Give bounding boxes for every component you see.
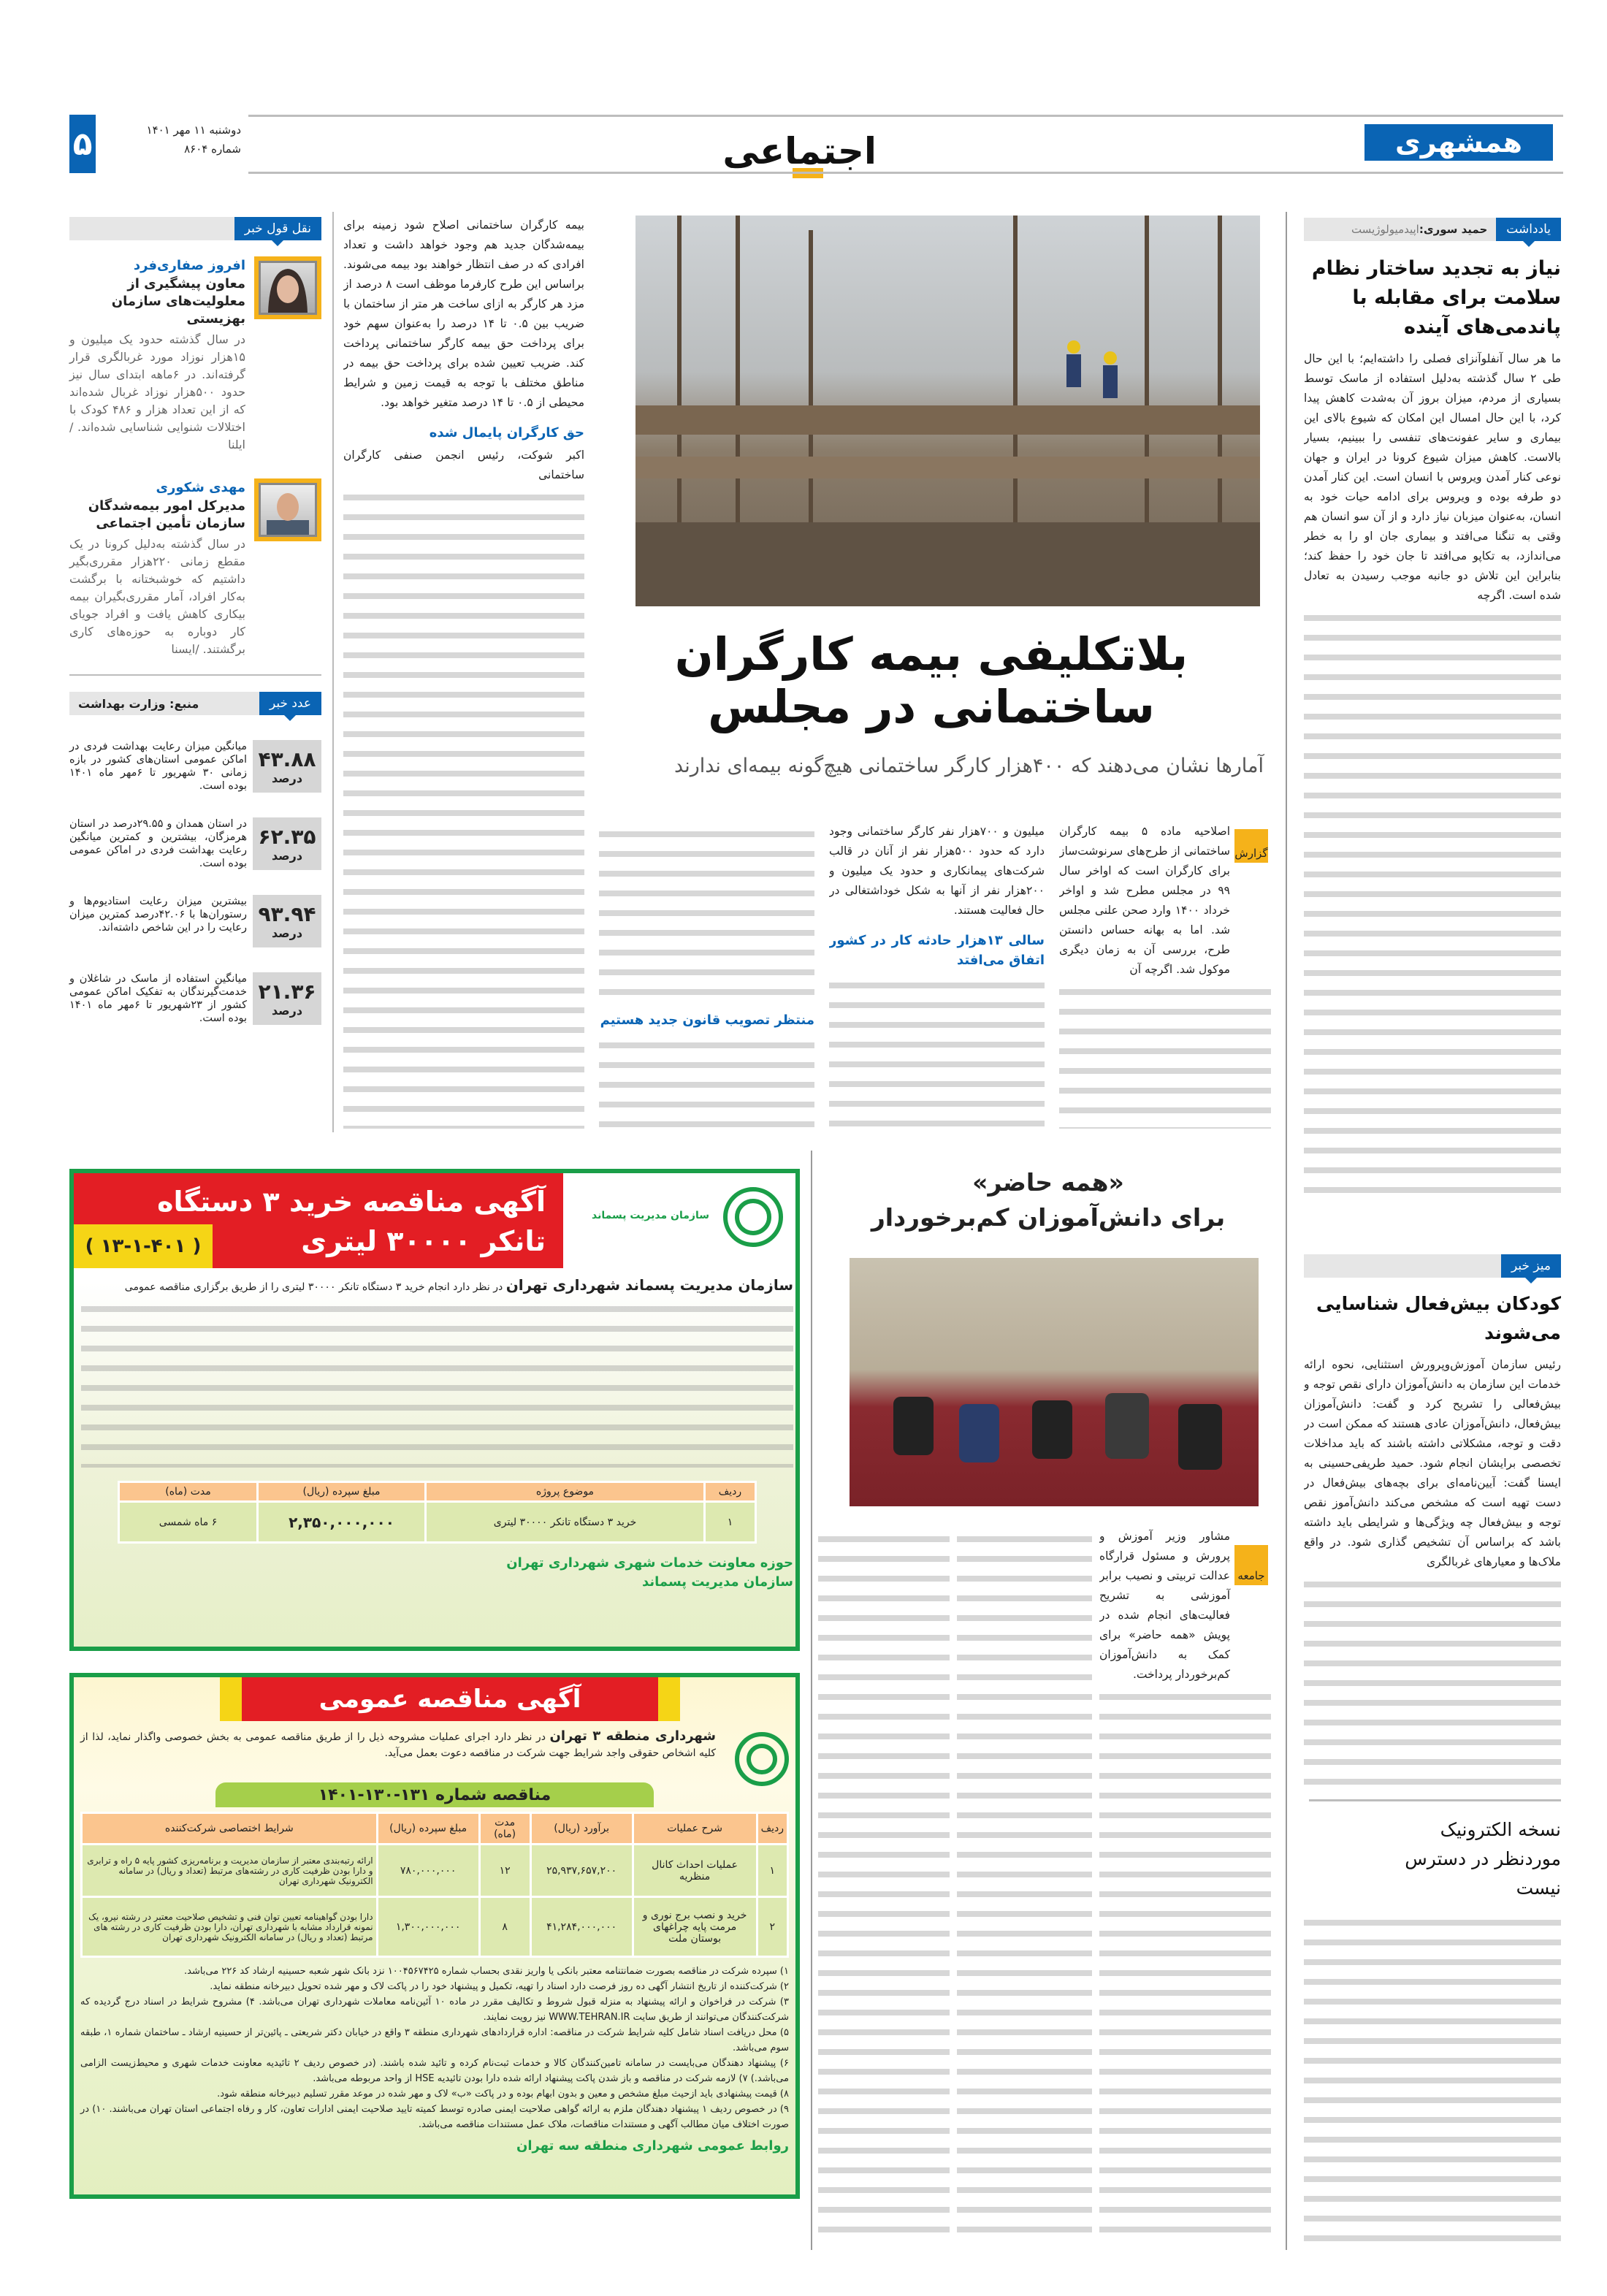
header-bottom-rule [248,172,1563,174]
tehran-municipality-logo [731,1728,793,1790]
issue-info [102,121,241,159]
students-col-1: مشاور وزیر آموزش و پرورش و مسئول قرارگاه عدالت تربیتی و نصیب برابر آموزشی به تشریح فعالیت‌های انجام شده در پویش «همه حاضر» برای کمک به دانش‌آموزان کم‌برخوردار پرداخت. [1099,1527,1271,2246]
subhead-rights: حق کارگران پایمال شده [429,425,584,440]
students-col-2 [957,1527,1092,2246]
quote-2-text: در سال گذشته به‌دلیل کرونا در یک مقطع زمانی ۲۲۰هزار مقرری‌بگیر داشتیم که خوشبختانه با برگشت به‌کار افراد، آمار مقرری‌بگیران بیمه بیکاری کاهش یافت و افراد جویای کار دوباره به حوزه‌های کاری برگشتند. /ایسنا [69,537,246,656]
separator [69,674,321,676]
note-section [1304,218,1561,1202]
news-desk-body: رئیس سازمان آموزش‌وپرورش استثنایی، نحوه ارائه خدمات این سازمان به دانش‌آموزان دارای نقص توجه و بیش‌فعالی را تشریح کرد و گفت: دانش‌آموزان بیش‌فعال، دانش‌آموزان عادی هستند که ممکن است در دقت و توجه، مشکلاتی داشته باشند که باید مداخلات تخصصی برایشان انجام شود. حمید طریفی‌حسینی به ایسنا گفت: آیین‌نامه‌ای برای بچه‌های بیش‌فعال در دست تهیه است که مشخص می‌کند دانش‌آموز نقص توجه و بیش‌فعال چه ویژگی‌ها و شرایطی باید داشته باشد که براساس آن تشخیص گذاری شود. در واقع ملاک‌ها و معیارهای غربالگری [1304,1355,1561,1790]
stats-tag: عدد خبر [259,692,321,715]
quote-2 [69,478,321,658]
ad1-content [81,1275,793,1592]
page-number: ۵ [69,115,96,173]
issue-number: شماره ۸۶۰۴ [184,142,241,156]
school-bags-photo [850,1258,1259,1506]
stats-source: منبع: وزارت بهداشت [78,696,199,711]
note-tagbar [1304,218,1561,241]
students-headline: «همه حاضر» برای دانش‌آموزان کم‌برخوردار [871,1168,1226,1232]
tehran-municipality-logo [717,1181,790,1254]
main-subtitle: آمارها نشان می‌دهند که ۴۰۰هزار کارگر ساختمانی هیچ‌گونه بیمه‌ای ندارند [674,755,1264,777]
ad1-org: سازمان مدیریت پسماند [592,1210,709,1221]
section-title: اجتماعی [738,130,877,181]
ad1-footer: حوزه معاونت خدمات شهری شهرداری تهران سازمان مدیریت پسماند [506,1555,793,1590]
column-divider [332,212,334,1132]
quote-2-photo [254,478,321,541]
news-desk-section [1304,1254,1561,1790]
quote-1 [69,256,321,454]
ad2-content [74,1677,795,2159]
quote-2-name: مهدی شکوری [156,480,245,495]
subhead-accidents: سالی ۱۳هزار حادثه کار در کشور اتفاق می‌افتد [829,933,1045,968]
column-divider [811,1151,812,2250]
ad2-intro: شهرداری منطقه ۳ تهران در نظر دارد اجرای عملیات مشروحه ذیل را از طریق مناقصه عمومی به بخش خصوصی واگذار نماید، لذا از کلیه اشخاص حقوقی واجد شرایط جهت شرکت در مناقصه دعوت بعمل می‌آید. [80,1728,717,1759]
main-col-2: میلیون و ۷۰۰هزار نفر کارگر ساختمانی وجود دارد که حدود ۵۰۰هزار نفر از آنان در قالب شرکت‌های پیمانکاری و حدود یک میلیون و ۲۰۰هزار نفر از آنها به شکل خوداشتغالی در حال فعالیت هستند. سالی ۱۳هزار حادثه کار در کشور اتفاق می‌افتد [829,822,1045,1129]
main-col-3 [599,822,814,1129]
electronic-section [1304,1815,1561,2246]
ad1-intro: سازمان مدیریت پسماند شهرداری تهران در نظر دارد انجام خرید ۳ دستگاه تانکر ۳۰۰۰۰ لیتری را از طریق برگزاری مناقصه عمومی [124,1276,793,1294]
school-bags-image [850,1258,1259,1506]
ad2-title: آگهی مناقصه عمومی [242,1677,658,1721]
ad2-tender-number: مناقصه شماره ۱۳۱-۱۳۰-۱۴۰۱ [215,1782,654,1807]
portrait-woman-icon [261,263,315,313]
news-desk-tagbar [1304,1254,1561,1278]
stat-item: ۶۲.۳۵ درصد در استان همدان و ۲۹.۵۵درصد در استان هرمزگان، بیشترین و کمترین میانگین رعایت بهداشت فردی در اماکن عمومی بوده است. [69,817,321,870]
public-tender-ad [69,1673,800,2199]
separator [1309,1799,1561,1801]
stats-tagbar [69,692,321,715]
quote-1-text: در سال گذشته حدود یک میلیون و ۱۵هزار نوزاد مورد غربالگری قرار گرفته‌اند. در ۶ماهه ابتدای سال نیز حدود ۵۰۰هزار نوزاد غربال شده‌اند که از این تعداد هزار و ۴۸۶ کودک با اختلالات شنوایی شناسایی شده‌اند. /ایلنا [69,332,246,451]
column-divider [1286,212,1287,2250]
stat-item: ۲۱.۳۶ درصد میانگین استفاده از ماسک در شاغلان و خدمت‌گیرندگان به تفکیک اماکن عمومی کشور از ۲۳شهریور تا ۶مهر ماه ۱۴۰۱ بوده است. [69,972,321,1025]
news-desk-tag: میز خبر [1501,1254,1561,1278]
ad2-table: ردیف شرح عملیات برآورد (ریال) مدت (ماه) مبلغ سپرده (ریال) شرایط اختصاصی شرکت‌کننده ۱ عملیات احداث کانال منظریه ۲۵,۹۳۷,۶۵۷,۲۰۰ ۱۲ ۷۸۰,۰۰۰,۰۰۰ ارائه رتبه‌بندی معتبر از سازمان مدیریت و برنامه‌ریزی کشور پایه ۵ راه و ترابری و دارا بودن ظرفیت کاری در رشته‌های مرتبط (تعداد و ریال) در سامانه الکترونیک شهرداری تهران ۲ خرید و نصب برج نوری و مرمت پایه چراغهای بوستان ملت ۴۱,۲۸۴,۰۰۰,۰۰۰ ۸ ۱,۳۰۰,۰۰۰,۰۰۰ دارا بودن گواهینامه تعیین توان فنی و تشخیص صلاحیت معتبر در رشته نیرو، یک نمونه قرارداد مشابه با شهرداری تهران، دارا بودن ظرفیت کاری در رشته های مرتبط (تعداد و ریال) در سامانه الکترونیک شهرداری تهران [80,1812,789,1958]
quote-1-photo [254,256,321,319]
quote-1-role: معاون پیشگیری از معلولیت‌های سازمان بهزیستی [111,276,245,327]
ad2-footer: روابط عمومی شهرداری منطقه سه تهران [516,2138,789,2154]
portrait-man-icon [261,485,315,535]
note-body: ما هر سال آنفلوآنزای فصلی را داشته‌ایم؛ با این حال طی ۲ سال گذشته به‌دلیل استفاده از ماسک توسط بسیاری از مردم، میزان بروز آن به‌شدت کاهش پیدا کرد، با این حال امسال این امکان که شیوع بالای این بیماری و سایر عفونت‌های تنفسی را ببینیم، بسیار بالاست. کاهش میزان شیوع کرونا در ایران و جهان نوعی کنار آمدن ویروس با انسان است. این کنار آمدن دو طرفه بوده و ویروس برای ادامه حیات خود به انسان، به‌عنوان میزبان نیاز دارد و از آن سو انسان هم وقتی به تنگنا می‌افتد و بیماری جان او را به خطر می‌اندازد، به تکاپو می‌افتد تا جان خود را حفظ کند؛ بنابراین این تلاش دو جانبه موجب رسیدن به تعادل شده است. اگرچه [1304,349,1561,1202]
electronic-body [1304,1910,1561,2246]
ad1-title: آگهی مناقصه خرید ۳ دستگاه تانکر ۳۰۰۰۰ لیتری [74,1173,563,1268]
header-top-rule [248,115,1563,117]
ad2-conditions: ۱) سپرده شرکت در مناقصه بصورت ضمانتنامه معتبر بانکی یا واریز نقدی بحساب شماره ۱۰۰۴۵۶۷۴۲۵ نزد بانک شهر شعبه حسینیه ارشاد کد ۲۲۶ می‌باشد. ۲) شرکت‌کننده از تاریخ انتشار آگهی ده روز فرصت دارد اسناد را تهیه، تکمیل و پیشنهاد خود را در پاکت لاک و مهر شده تحویل دبیرخانه منطقه نماید. ۳) شرکت در فراخوان و ارائه پیشنهاد به منزله قبول شروط و تکالیف مقرر در ماده ۱۰ آئین‌نامه معاملات شهرداری تهران می‌باشد. ۴) مشروح شرایط در اسناد درج گردیده که شرکت‌کنندگان می‌توانند از طریق سایت WWW.TEHRAN.IR نیز رویت نمایند. ۵) محل دریافت اسناد شامل کلیه شرایط شرکت در مناقصه: اداره قراردادهای شهرداری منطقه ۳ واقع در خیابان دکتر شریعتی ـ پائین‌تر از حسینیه ارشاد ـ ساختمان شماره ۱، طبقه سوم می‌باشد. ۶) پیشنهاد دهندگان می‌بایست در سامانه تامین‌کنندگان کالا و خدمات ثبت‌نام کرده و تائید شده باشند. (در خصوص ردیف ۲ تائیدیه معاونت خدمات شهری و محیط‌زیست الزامی می‌باشد.) ۷) لازمه شرکت در مناقصه و باز شدن پاکت پیشنهاد ارائه شده دارا بودن تائیدیه HSE از واحد مربوطه می‌باشد. ۸) قیمت پیشنهادی باید ازحیث مبلغ مشخص و معین و بدون ابهام بوده و در پاکت «ب» لاک و مهر شده در موعد مقرر تسلیم دبیرخانه منطقه شود. ۹) در خصوص ردیف ۱ پیشنهاد دهندگان ملزم به ارائه گواهی صلاحیت ایمنی صادره توسط کمیته تایید صلاحیت ایمنی ادارات تعاون، کار و رفاه اجتماعی استان تهران می‌باشند. ۱۰) در صورت اختلاف میان مطالب آگهی و مستندات مناقصات، ملاک عمل مستندات مناقصه می‌باشد. [80,1966,789,2130]
report-kicker: گزارش [1234,829,1268,863]
quote-2-role: مدیرکل امور بیمه‌شدگان سازمان تأمین اجتماعی [88,498,245,531]
main-col-1: اصلاحیه ماده ۵ بیمه کارگران ساختمانی از طرح‌های سرنوشت‌ساز برای کارگران است که اواخر سال ۹۹ در مجلس مطرح شد و اواخر خرداد ۱۴۰۰ وارد صحن علنی مجلس شد. اما به بهانه حساس دانستن طرح، بررسی آن به زمان دیگری موکول شد. اگرچه آن [1059,822,1271,1129]
note-title: نیاز به تجدید ساختار نظام سلامت برای مقابله با پاندمی‌های آینده [1311,257,1561,338]
quote-1-name: افروز صفاری‌فرد [133,258,245,273]
note-tag: یادداشت [1496,218,1561,241]
ad1-table: ردیف موضوع پروژه مبلغ سپرده (ریال) مدت (ماه) ۱ خرید ۳ دستگاه تانکر ۳۰۰۰۰ لیتری ۲,۳۵۰,۰۰۰,۰۰۰ ۶ ماه شمسی [118,1481,757,1544]
stat-item: ۴۳.۸۸ درصد میانگین میزان رعایت بهداشت فردی در اماکن عمومی استان‌های کشور در بازه زمانی ۳۰ شهریور تا ۶مهر ماه ۱۴۰۱ بوده است. [69,740,321,793]
construction-photo [635,216,1260,606]
electronic-title: نسخه الکترونیک مورد‌نظر در دسترس نیست [1405,1819,1561,1899]
quotes-tag: نقل قول خبر [234,217,321,240]
quotes-tagbar [69,217,321,240]
left-column [69,217,321,1025]
construction-scene-image [635,216,1260,606]
news-desk-title: کودکان بیش‌فعال شناسایی می‌شوند [1316,1293,1561,1343]
note-author: حمید سوری:اپیدمیولوژیست [1351,223,1488,236]
newspaper-logo[interactable]: همشهری [1364,124,1553,161]
ad1-number: ( ۱۳-۱-۴۰۱ ) [74,1224,213,1268]
stat-item: ۹۳.۹۴ درصد بیشترین میزان رعایت استادیوم‌ها و رستوران‌ها با ۴۲.۰۶درصد کمترین میزان رعایت را در این شاخص داشته‌اند. [69,895,321,947]
main-col-4: بیمه کارگران ساختمانی اصلاح شود زمینه برای بیمه‌شدگان جدید هم وجود خواهد داشت و تعداد افرادی که در صف انتظار خواهند بود بیمه می‌شوند. براساس این طرح کارفرما موظف است ۸ درصد از مزد هر کارگر به ازای ساخت هر متر از ساختمان با ضریب بین ۰.۵ تا ۱۴ درصد را به‌عنوان سهم خود برای پرداخت حق بیمه کارگر ساختمانی پرداخت کند. ضریب تعیین شده برای پرداخت حق بیمه در مناطق مختلف با توجه به قیمت زمین و شرایط محیطی از ۰.۵ تا ۱۴ درصد متغیر خواهد بود. حق کارگران پایمال شده اکبر شوکت، رئیس انجمن صنفی کارگران ساختمانی [343,216,584,1129]
tanker-tender-ad [69,1169,800,1651]
society-kicker: جامعه [1234,1545,1268,1585]
subhead-new-law: منتظر تصویب قانون جدید هستیم [600,1012,814,1028]
students-col-3 [818,1527,950,2246]
main-headline: بلاتکلیفی بیمه کارگران ساختمانی در مجلس [674,628,1188,733]
issue-date: دوشنبه ۱۱ مهر ۱۴۰۱ [146,123,241,137]
